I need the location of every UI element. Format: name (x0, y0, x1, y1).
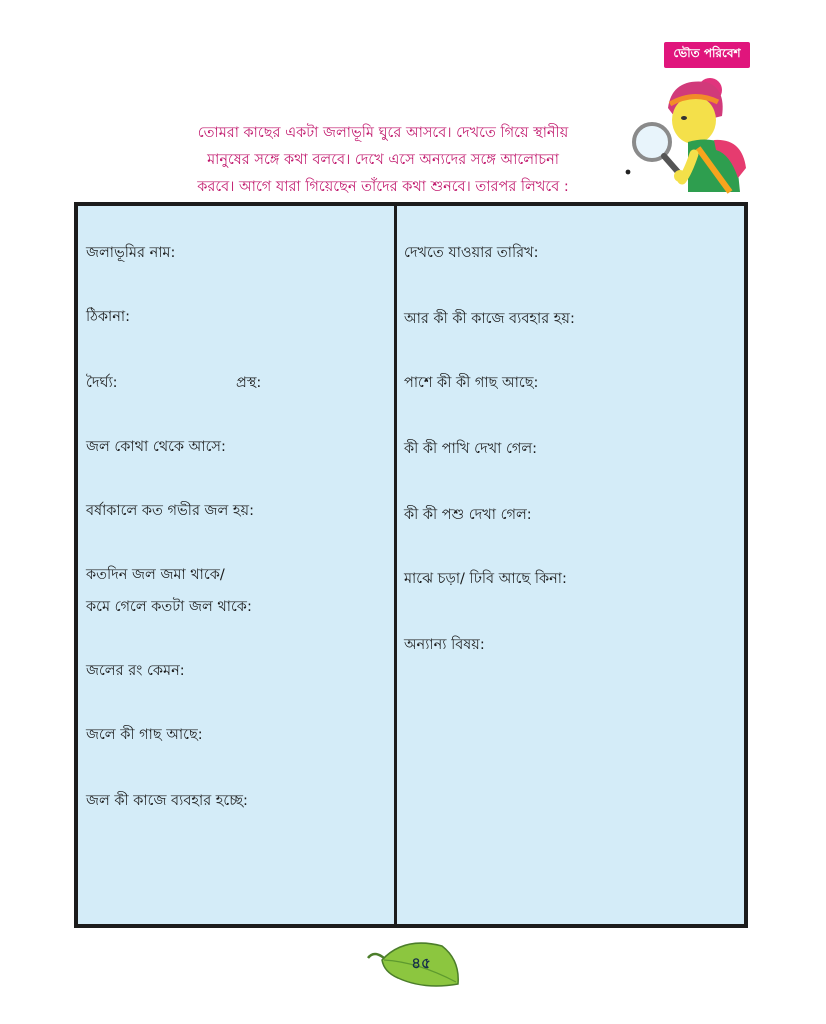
field-birds-seen: কী কী পাখি দেখা গেল: (404, 441, 538, 457)
page-number: ৪৫ (411, 954, 431, 972)
column-divider (394, 206, 397, 924)
intro-line: তোমরা কাছের একটা জলাভূমি ঘুরে আসবে। দেখতে গিয়ে স্থানীয় (197, 125, 569, 141)
field-remaining-water: কমে গেলে কতটা জল থাকে: (86, 599, 252, 615)
field-visit-date: দেখতে যাওয়ার তারিখ: (404, 245, 539, 261)
field-stagnation-duration: কতদিন জল জমা থাকে/ (86, 567, 225, 583)
field-other-topics: অন্যান্য বিষয়: (404, 637, 485, 653)
field-monsoon-depth: বর্ষাকালে কত গভীর জল হয়: (86, 503, 254, 519)
section-tag: ভৌত পরিবেশ (664, 42, 750, 68)
field-sandbars: মাঝে চড়া/ ঢিবি আছে কিনা: (404, 571, 567, 587)
field-width: প্রস্থ: (236, 375, 262, 391)
field-other-uses: আর কী কী কাজে ব্যবহার হয়: (404, 311, 575, 327)
survey-form-table (74, 202, 748, 928)
field-nearby-plants: পাশে কী কী গাছ আছে: (404, 375, 539, 391)
field-length: দৈর্ঘ্য: (86, 375, 118, 391)
field-water-color: জলের রং কেমন: (86, 663, 185, 679)
field-address: ঠিকানা: (86, 309, 130, 325)
intro-paragraph (168, 120, 598, 201)
field-water-use: জল কী কাজে ব্যবহার হচ্ছে: (86, 793, 248, 809)
field-animals-seen: কী কী পশু দেখা গেল: (404, 507, 532, 523)
intro-line: করবে। আগে যারা গিয়েছেন তাঁদের কথা শুনবে। তারপর লিখবে : (197, 179, 569, 195)
intro-line: মানুষের সঙ্গে কথা বলবে। দেখে এসে অন্যদের সঙ্গে আলোচনা (207, 152, 559, 168)
girl-with-magnifying-glass-icon (618, 68, 758, 196)
field-water-source: জল কোথা থেকে আসে: (86, 439, 226, 455)
field-wetland-name: জলাভূমির নাম: (86, 245, 176, 261)
field-water-plants: জলে কী গাছ আছে: (86, 727, 203, 743)
